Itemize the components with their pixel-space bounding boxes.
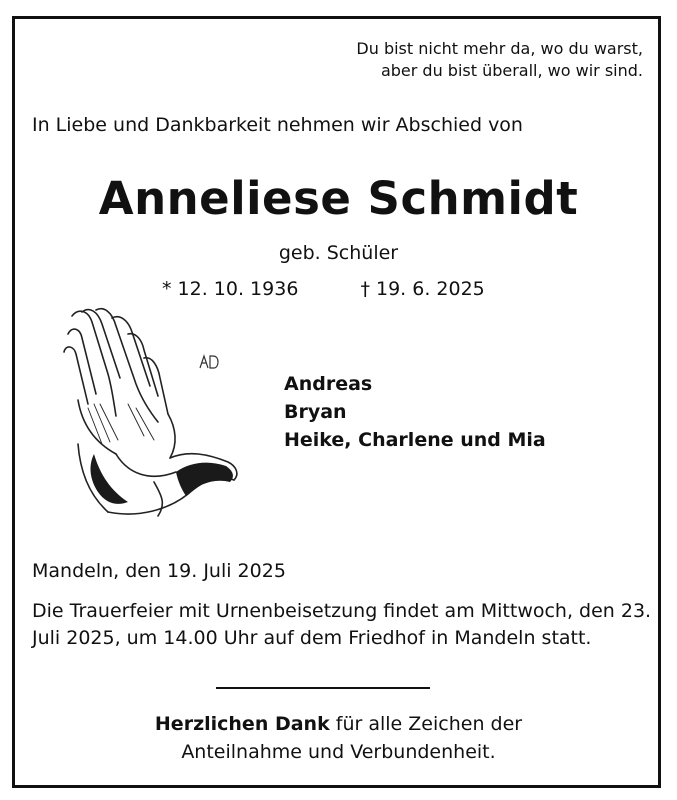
thanks-rest: für alle Zeichen der [329, 713, 523, 735]
motto-line-1: Du bist nicht mehr da, wo du warst, [356, 39, 643, 58]
thanks-text [0, 710, 677, 766]
intro-text: In Liebe und Dankbarkeit nehmen wir Abschied von [32, 114, 523, 136]
motto-line-2: aber du bist überall, wo wir sind. [380, 61, 643, 80]
maiden-name: geb. Schüler [278, 242, 399, 264]
family-member: Heike, Charlene und Mia [284, 429, 546, 451]
family-member: Bryan [284, 401, 347, 423]
family-member: Andreas [284, 373, 373, 395]
family-list [284, 370, 546, 454]
deceased-name: Anneliese Schmidt [98, 172, 579, 225]
motto-quote [356, 38, 643, 82]
place-date: Mandeln, den 19. Juli 2025 [32, 560, 286, 582]
birth-date: * 12. 10. 1936 [162, 278, 299, 300]
ceremony-text: Die Trauerfeier mit Urnenbeisetzung findet am Mittwoch, den 23. Juli 2025, um 14.00 Uhr auf dem Friedhof in Mandeln statt. [32, 600, 652, 649]
death-date: † 19. 6. 2025 [360, 278, 485, 300]
life-dates [162, 278, 485, 300]
thanks-bold: Herzlichen Dank [154, 713, 330, 735]
thanks-line-2: Anteilnahme und Verbundenheit. [181, 741, 496, 763]
thanks-line-1 [0, 710, 677, 738]
divider-line [216, 687, 430, 689]
praying-hands-icon [58, 304, 248, 522]
